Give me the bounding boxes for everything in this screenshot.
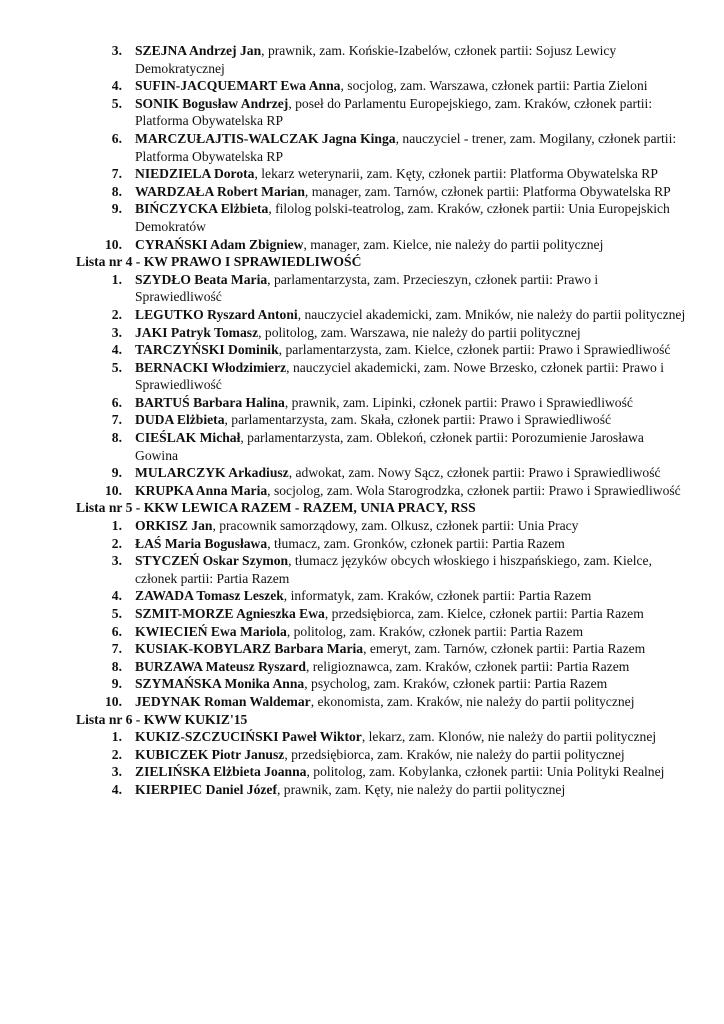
candidate-description: , politolog, zam. Warszawa, nie należy do partii politycznej [258, 324, 581, 340]
candidate-description: , socjolog, zam. Wola Starogrodzka, członek partii: Prawo i Sprawiedliwość [267, 482, 681, 498]
candidate-name: KIERPIEC Daniel Józef [135, 781, 277, 797]
candidate-item [76, 42, 688, 77]
candidate-description: , ekonomista, zam. Kraków, nie należy do partii politycznej [310, 693, 635, 709]
candidate-name: SONIK Bogusław Andrzej [135, 95, 289, 111]
candidate-description: , poseł do Parlamentu Europejskiego, zam. Kraków, członek partii: Platforma Obywatelska RP [135, 95, 653, 129]
candidate-name: BARTUŚ Barbara Halina [135, 394, 285, 410]
candidate-item [76, 77, 688, 95]
candidate-description: , politolog, zam. Kobylanka, członek partii: Unia Polityki Realnej [306, 764, 665, 780]
candidate-number: 4. [111, 781, 122, 797]
candidate-description: , parlamentarzysta, zam. Skała, członek partii: Prawo i Sprawiedliwość [224, 412, 612, 428]
candidate-number: 1. [111, 729, 122, 745]
candidate-number: 3. [111, 43, 122, 58]
candidate-description: , emeryt, zam. Tarnów, członek partii: Partia Razem [363, 641, 646, 657]
candidate-number: 2. [111, 746, 122, 762]
candidate-name: DUDA Elżbieta [135, 412, 225, 428]
candidate-name: ZIELIŃSKA Elżbieta Joanna [135, 764, 307, 780]
candidate-number: 5. [111, 606, 122, 621]
candidate-description: , prawnik, zam. Kęty, nie należy do partii politycznej [276, 781, 566, 797]
candidate-item [76, 587, 688, 605]
candidate-name: ZAWADA Tomasz Leszek [135, 588, 284, 604]
list-header: Lista nr 6 - KWW KUKIZ'15 [76, 711, 248, 727]
candidate-name: MARCZUŁAJTIS-WALCZAK Jagna Kinga [135, 130, 396, 146]
candidate-description: , przedsiębiorca, zam. Kielce, członek partii: Partia Razem [324, 606, 644, 621]
candidate-number: 3. [111, 764, 122, 780]
candidate-description: , nauczyciel akademicki, zam. Nowe Brzesko, członek partii: Prawo i Sprawiedliwość [135, 359, 665, 393]
candidate-number: 2. [111, 306, 122, 322]
candidate-item [76, 658, 688, 676]
candidate-item [76, 236, 688, 254]
candidate-description: , lekarz weterynarii, zam. Kęty, członek partii: Platforma Obywatelska RP [254, 166, 658, 182]
candidate-item [76, 95, 688, 130]
candidate-number: 8. [111, 430, 122, 446]
candidate-list [76, 517, 688, 711]
candidate-description: , przedsiębiorca, zam. Kraków, nie należy do partii politycznej [284, 746, 625, 762]
candidate-description: , prawnik, zam. Końskie-Izabelów, członek partii: Sojusz Lewicy Demokratycznej [135, 43, 617, 76]
candidate-item [76, 183, 688, 201]
candidate-name: STYCZEŃ Oskar Szymon [135, 553, 289, 569]
candidate-number: 6. [111, 394, 122, 410]
candidate-item [76, 693, 688, 711]
candidate-name: KUKIZ-SZCZUCIŃSKI Paweł Wiktor [135, 729, 362, 745]
candidate-item [76, 324, 688, 342]
candidate-number: 8. [111, 183, 122, 199]
candidate-number: 10. [105, 693, 122, 709]
candidate-name: MULARCZYK Arkadiusz [135, 465, 289, 481]
candidate-description: , prawnik, zam. Lipinki, członek partii: Prawo i Sprawiedliwość [284, 394, 633, 410]
candidate-description: , parlamentarzysta, zam. Kielce, członek partii: Prawo i Sprawiedliwość [278, 342, 671, 358]
candidate-name: TARCZYŃSKI Dominik [135, 342, 279, 358]
candidate-number: 6. [111, 623, 122, 639]
candidate-description: , manager, zam. Tarnów, członek partii: Platforma Obywatelska RP [304, 183, 671, 199]
candidate-number: 9. [111, 676, 122, 692]
candidate-number: 4. [111, 78, 122, 94]
candidate-description: , nauczyciel - trener, zam. Mogilany, członek partii: Platforma Obywatelska RP [135, 130, 677, 164]
candidate-item [76, 746, 688, 764]
candidate-name: CYRAŃSKI Adam Zbigniew [135, 236, 304, 252]
candidate-number: 8. [111, 658, 122, 674]
candidate-item [76, 429, 688, 464]
candidate-item [76, 623, 688, 641]
candidate-name: ORKISZ Jan [135, 518, 213, 534]
candidate-description: , manager, zam. Kielce, nie należy do partii politycznej [303, 236, 604, 252]
candidate-number: 3. [111, 553, 122, 569]
candidate-description: , politolog, zam. Kraków, członek partii: Partia Razem [286, 623, 584, 639]
candidate-number: 4. [111, 342, 122, 358]
candidate-description: , informatyk, zam. Kraków, członek partii: Partia Razem [283, 588, 592, 604]
candidate-item [76, 535, 688, 553]
candidate-description: , tłumacz języków obcych włoskiego i hiszpańskiego, zam. Kielce, członek partii: Partia Razem [135, 553, 652, 586]
candidate-item [76, 411, 688, 429]
candidate-item [76, 165, 688, 183]
candidate-number: 1. [111, 518, 122, 534]
candidate-name: KUSIAK-KOBYLARZ Barbara Maria [135, 641, 364, 657]
candidate-description: , religioznawca, zam. Kraków, członek partii: Partia Razem [305, 658, 630, 674]
candidate-item [76, 271, 688, 306]
candidate-number: 7. [111, 166, 122, 182]
candidate-name: JAKI Patryk Tomasz [135, 324, 259, 340]
candidate-name: SZYMAŃSKA Monika Anna [135, 676, 305, 692]
candidate-number: 5. [111, 359, 122, 375]
document-page [76, 42, 688, 799]
candidate-description: , parlamentarzysta, zam. Przecieszyn, członek partii: Prawo i Sprawiedliwość [135, 271, 599, 305]
candidate-item [76, 482, 688, 500]
candidate-list [76, 728, 688, 798]
candidate-item [76, 200, 688, 235]
candidate-item [76, 394, 688, 412]
candidate-name: ŁAŚ Maria Bogusława [135, 535, 268, 551]
candidate-number: 7. [111, 412, 122, 428]
candidate-name: NIEDZIELA Dorota [135, 166, 255, 182]
candidate-number: 5. [111, 95, 122, 111]
candidate-number: 6. [111, 130, 122, 146]
candidate-name: BERNACKI Włodzimierz [135, 359, 287, 375]
candidate-list [76, 42, 688, 253]
candidate-name: LEGUTKO Ryszard Antoni [135, 306, 298, 322]
candidate-list [76, 271, 688, 500]
candidate-description: , pracownik samorządowy, zam. Olkusz, członek partii: Unia Pracy [212, 518, 579, 534]
candidate-name: WARDZAŁA Robert Marian [135, 183, 305, 199]
candidate-name: BIŃCZYCKA Elżbieta [135, 201, 269, 217]
candidate-item [76, 464, 688, 482]
candidate-item [76, 359, 688, 394]
candidate-number: 7. [111, 641, 122, 657]
candidate-description: , socjolog, zam. Warszawa, członek partii: Partia Zieloni [340, 78, 648, 94]
candidate-number: 4. [111, 588, 122, 604]
candidate-item [76, 763, 688, 781]
candidate-item [76, 341, 688, 359]
candidate-name: SZEJNA Andrzej Jan [135, 43, 262, 58]
candidate-name: KUBICZEK Piotr Janusz [135, 746, 285, 762]
candidate-name: CIEŚLAK Michał [135, 430, 241, 446]
candidate-name: BURZAWA Mateusz Ryszard [135, 658, 306, 674]
candidate-number: 10. [105, 236, 122, 252]
candidate-description: , parlamentarzysta, zam. Oblekoń, członek partii: Porozumienie Jarosława Gowina [135, 430, 644, 463]
list-header: Lista nr 4 - KW PRAWO I SPRAWIEDLIWOŚĆ [76, 254, 362, 270]
candidate-name: KRUPKA Anna Maria [135, 482, 268, 498]
candidate-name: SUFIN-JACQUEMART Ewa Anna [135, 78, 341, 94]
candidate-number: 9. [111, 465, 122, 481]
candidate-number: 1. [111, 271, 122, 287]
candidate-description: , adwokat, zam. Nowy Sącz, członek partii: Prawo i Sprawiedliwość [288, 465, 661, 481]
candidate-number: 9. [111, 201, 122, 217]
candidate-item [76, 640, 688, 658]
list-header: Lista nr 5 - KKW LEWICA RAZEM - RAZEM, UNIA PRACY, RSS [76, 500, 476, 516]
candidate-name: SZYDŁO Beata Maria [135, 271, 268, 287]
candidate-number: 2. [111, 535, 122, 551]
candidate-item [76, 781, 688, 799]
candidate-item [76, 130, 688, 165]
candidate-item [76, 675, 688, 693]
candidate-description: , tłumacz, zam. Gronków, członek partii: Partia Razem [267, 535, 565, 551]
candidate-item [76, 517, 688, 535]
candidate-item [76, 552, 688, 587]
candidate-number: 10. [105, 482, 122, 498]
candidate-description: , nauczyciel akademicki, zam. Mników, nie należy do partii politycznej [297, 306, 686, 322]
candidate-item [76, 728, 688, 746]
candidate-description: , lekarz, zam. Klonów, nie należy do partii politycznej [361, 729, 657, 745]
candidate-description: , psycholog, zam. Kraków, członek partii: Partia Razem [304, 676, 608, 692]
candidate-description: , filolog polski-teatrolog, zam. Kraków, członek partii: Unia Europejskich Demokratów [135, 201, 670, 234]
candidate-item [76, 605, 688, 623]
candidate-item [76, 306, 688, 324]
candidate-name: JEDYNAK Roman Waldemar [135, 693, 311, 709]
candidate-name: SZMIT-MORZE Agnieszka Ewa [135, 606, 325, 621]
candidate-number: 3. [111, 324, 122, 340]
candidate-name: KWIECIEŃ Ewa Mariola [135, 623, 287, 639]
